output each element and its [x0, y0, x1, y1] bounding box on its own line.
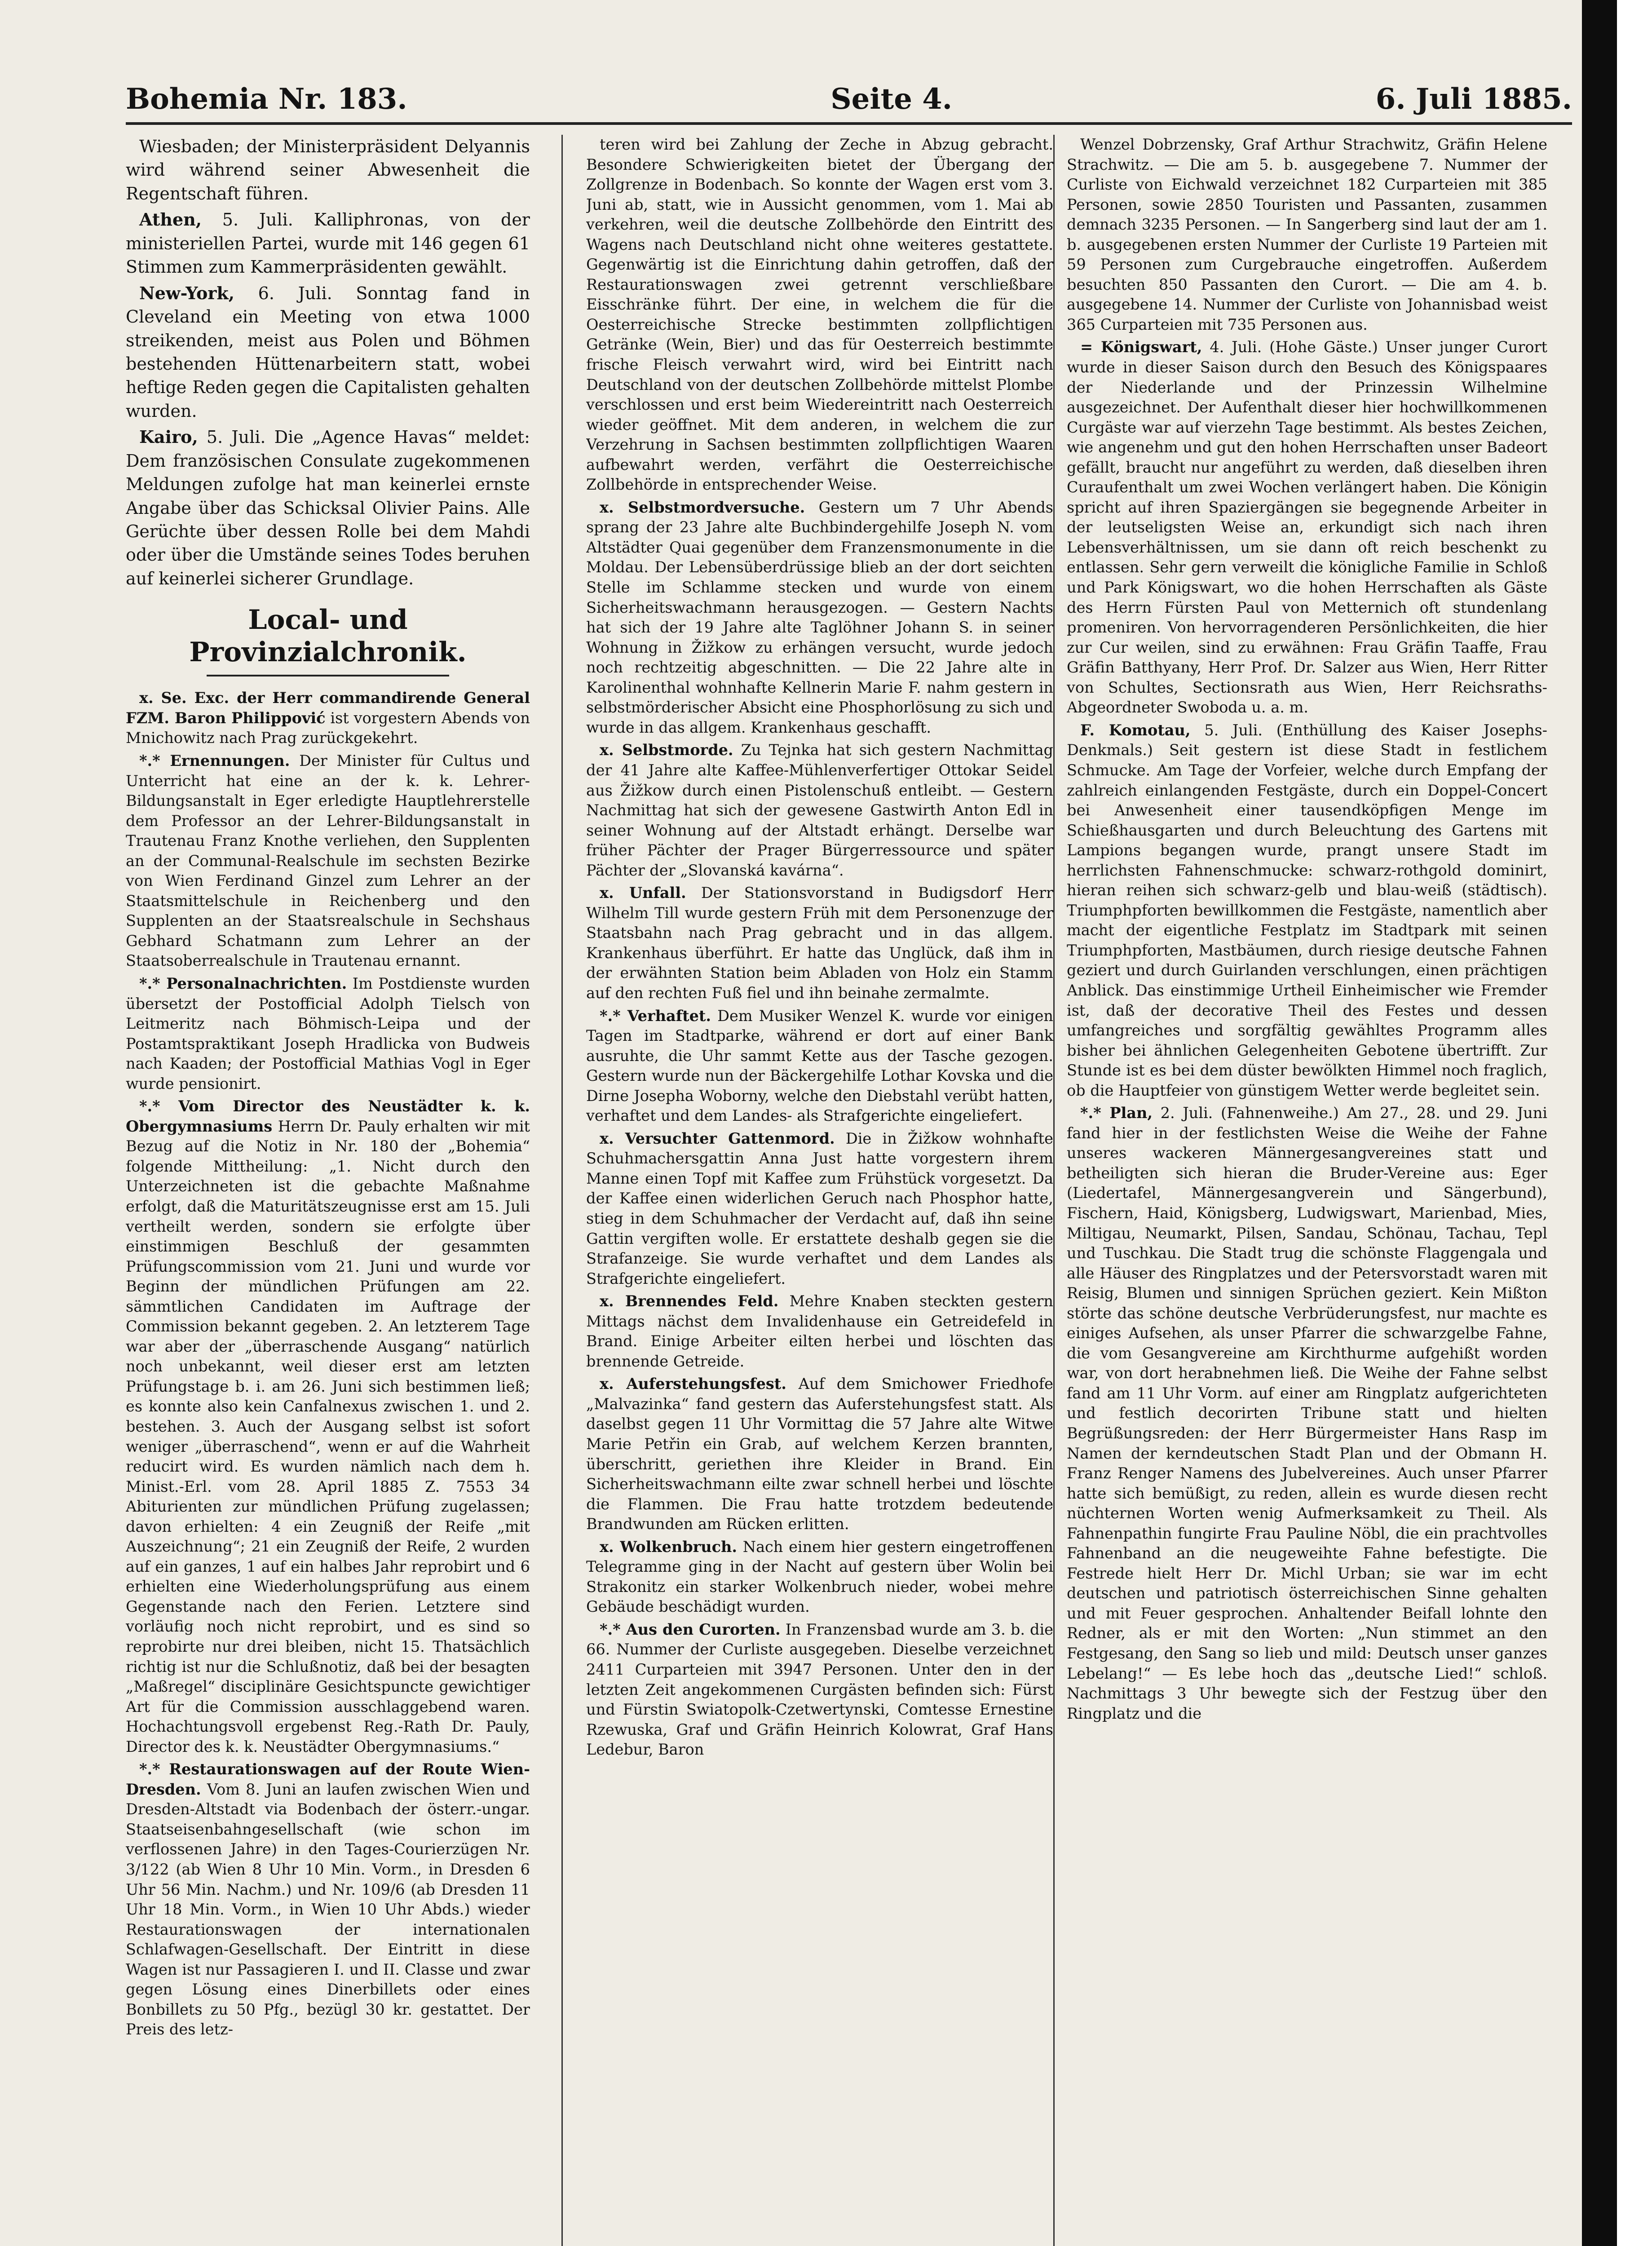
- article-text: Im Postdienste wurden übersetzt der Postofficial Adolph Tielsch von Leitmeritz nach Böhmisch-Leipa und der Postamtspraktikant Joseph Hradlicka von Budweis nach Kaaden; der Postofficial Mathias Vogl in Eger wurde pensionirt.: [126, 974, 530, 1092]
- article-text: 6. Juli. Sonntag fand in Cleveland ein Meeting von etwa 1000 streikenden, meist aus Polen und Böhmen bestehenden Hüttenarbeitern statt, wobei heftige Reden gegen die Capitalisten gehalten wurden.: [126, 283, 530, 421]
- page-number: Seite 4.: [830, 82, 952, 116]
- article-paragraph: [126, 282, 530, 423]
- article-lead: *.* Ernennungen.: [139, 752, 290, 769]
- article-text: 5. Juli. Kalliphronas, von der ministeriellen Partei, wurde mit 146 gegen 61 Stimmen zum Kammerpräsidenten gewählt.: [126, 210, 530, 277]
- article-lead: x. Unfall.: [600, 884, 686, 902]
- issue-date: 6. Juli 1885.: [1375, 82, 1572, 116]
- article-paragraph: [126, 135, 530, 205]
- article-text: teren wird bei Zahlung der Zeche in Abzug gebracht. Besondere Schwierigkeiten bietet der Übergang der Zollgrenze in Bodenbach. So konnte der Wagen erst vom 3. Juni ab, statt, wie in Aussicht genommen, vom 1. Mai ab verkehren, weil die deutsche Zollbehörde den Eintritt des Wagens nach Deutschland nicht ohne weiteres gestattete. Gegenwärtig ist die Einrichtung dahin getroffen, daß der Restaurationswagen zwei getrennt verschließbare Eisschränke führt. Der eine, in welchem die für die Oesterreichische Strecke bestimmten zollpflichtigen Getränke (Wein, Bier) und das für Oesterreich bestimmte frische Fleisch verwahrt wird, wird bei Eintritt nach Deutschland von der deutschen Zollbehörde mittelst Plombe verschlossen und erst beim Wiedereintritt nach Oesterreich wieder geöffnet. Mit dem anderen, in welchem die zur Verzehrung in Sachsen bestimmten zollpflichtigen Waaren aufbewahrt werden, verfährt die Oesterreichische Zollbehörde in entsprechender Weise.: [586, 136, 1053, 494]
- scan-edge: [1582, 0, 1617, 2246]
- article-text: Wiesbaden; der Ministerpräsident Delyannis wird während seiner Abwesenheit die Regentschaft führen.: [126, 137, 530, 203]
- article-text: Zu Tejnka hat sich gestern Nachmittag der 41 Jahre alte Kaffee-Mühlenverfertiger Ottokar Seidel aus Žižkow durch einen Pistolenschuß entleibt. — Gestern Nachmittag hat sich der gewesene Gastwirth Anton Edl in seiner Wohnung auf der Altstadt erhängt. Derselbe war früher Pächter der Prager Bürgerressource und später Pächter der „Slovanská kavárna“.: [586, 741, 1053, 879]
- article-text: Die in Žižkow wohnhafte Schuhmachersgattin Anna Just hatte vorgestern ihrem Manne einen Topf mit Kaffee zum Frühstück vorgesetzt. Da der Kaffee einen widerlichen Geruch nach Phosphor hatte, stieg in dem Schuhmacher der Verdacht auf, daß ihn seine Gattin vergiften wolle. Er erstattete deshalb gegen sie die Strafanzeige. Sie wurde verhaftet und dem Landes als Strafgerichte eingeliefert.: [586, 1129, 1053, 1287]
- article-paragraph: [586, 1006, 1053, 1126]
- article-lead: x. Selbstmorde.: [600, 741, 733, 759]
- article-text: 5. Juli. Die „Agence Havas“ meldet: Dem französischen Consulate zugekommenen Meldungen zufolge hat man keinerlei ernste Angabe über das Schicksal Olivier Pains. Alle Gerüchte über dessen Rolle bei dem Mahdi oder über die Umstände seines Todes beruhen auf keinerlei sicherer Grundlage.: [126, 427, 530, 588]
- article-paragraph: [586, 740, 1053, 880]
- article-paragraph: [586, 1620, 1053, 1760]
- column-2: [586, 135, 1053, 2246]
- article-lead: F. Komotau,: [1080, 721, 1191, 739]
- article-paragraph: [126, 1096, 530, 1757]
- chronik-items-col2: [586, 135, 1053, 1760]
- article-text: Dem Musiker Wenzel K. wurde vor einigen Tagen im Stadtparke, während er dort auf einer Bank ausruhte, die Uhr sammt Kette aus der Tasche gezogen. Gestern wurde nun der Bäckergehilfe Lothar Kovska und die Dirne Josepha Woborny, welche den Diebstahl verübt hatten, verhaftet und dem Landes- als Strafgerichte eingeliefert.: [586, 1007, 1053, 1125]
- article-text: 4. Juli. (Hohe Gäste.) Unser junger Curort wurde in dieser Saison durch den Besuch des Königspaares der Niederlande und der Prinzessin Wilhelmine ausgezeichnet. Der Aufenthalt dieser hier hochwillkommenen Curgäste war auf vierzehn Tage bestimmt. Als bestes Zeichen, wie angenehm und gut den hohen Herrschaften unser Badeort gefällt, braucht nur angeführt zu werden, daß dieselben ihren Curaufenthalt um zwei Wochen verlängert haben. Die Königin spricht auf ihren Spaziergängen sie begegnende Arbeiter in der leutseligsten Weise an, erkundigt sich nach ihren Lebensverhältnissen, um sie dann oft reich beschenkt zu entlassen. Sehr gern verweilt die königliche Familie in Schloß und Park Königswart, wo die hohen Herrschaften als Gäste des Herrn Fürsten Paul von Metternich oft stundenlang promeniren. Von hervorragenderen Persönlichkeiten, die hier zur Cur weilen, sind zu erwähnen: Frau Gräfin Taaffe, Frau Gräfin Batthyany, Herr Prof. Dr. Salzer aus Wien, Herr Ritter von Schultes, Sectionsrath aus Wien, Herr Reichsraths-Abgeordneter Swoboda u. a. m.: [1067, 338, 1547, 716]
- article-lead: *.* Vom Director des Neustädter k. k. Obergymnasiums: [126, 1097, 530, 1135]
- article-paragraph: [126, 751, 530, 971]
- article-paragraph: [126, 1760, 530, 2040]
- header-rule: [126, 122, 1572, 125]
- paper-name: Bohemia Nr. 183.: [126, 82, 407, 116]
- article-paragraph: [1067, 135, 1547, 335]
- article-lead: = Königswart,: [1080, 338, 1202, 356]
- article-paragraph: [126, 688, 530, 748]
- article-lead: x. Se. Exc. der Herr commandirende General FZM. Baron Philippović: [126, 689, 530, 727]
- column-divider: [561, 135, 563, 2246]
- article-paragraph: [1067, 337, 1547, 717]
- article-text: ist vorgestern Abends von Mnichowitz nach Prag zurückgekehrt.: [126, 709, 530, 747]
- article-lead: *.* Aus den Curorten.: [600, 1620, 781, 1638]
- article-text: Vom 8. Juni an laufen zwischen Wien und Dresden-Altstadt via Bodenbach der österr.-ungar. Staatseisenbahngesellschaft (wie schon im verflossenen Jahre) in den Tages-Courierzügen Nr. 3/122 (ab Wien 8 Uhr 10 Min. Vorm., in Dresden 6 Uhr 56 Min. Nachm.) und Nr. 109/6 (ab Dresden 11 Uhr 18 Min. Vorm., in Wien 10 Uhr Abds.) wieder Restaurationswagen der internationalen Schlafwagen-Gesellschaft. Der Eintritt in diese Wagen ist nur Passagieren I. und II. Classe und zwar gegen Lösung eines Dinerbillets oder eines Bonbillets zu 50 Pfg., bezügl 30 kr. gestattet. Der Preis des letz-: [126, 1780, 530, 2038]
- article-paragraph: [126, 425, 530, 590]
- article-paragraph: [586, 498, 1053, 738]
- article-text: Wenzel Dobrzensky, Graf Arthur Strachwitz, Gräfin Helene Strachwitz. — Die am 5. b. ausgegebene 7. Nummer der Curliste von Eichwald verzeichnet 182 Curparteien mit 385 Personen, sowie 2850 Touristen und Passanten, zusammen demnach 3235 Personen. — In Sangerberg sind laut der am 1. b. ausgegebenen ersten Nummer der Curliste 19 Parteien mit 59 Personen zum Curgebrauche eingetroffen. Außerdem besuchten 850 Passanten den Curort. — Die am 4. b. ausgegebene 14. Nummer der Curliste von Johannisbad weist 365 Curparteien mit 735 Personen aus.: [1067, 136, 1547, 333]
- chronik-items-col1: [126, 688, 530, 2040]
- article-text: In Franzensbad wurde am 3. b. die 66. Nummer der Curliste ausgegeben. Dieselbe verzeichnet 2411 Curparteien mit 3947 Personen. Unter den in der letzten Zeit angekommenen Curgästen befinden sich: Fürst und Fürstin Swiatopolk-Czetwertynski, Comtesse Ernestine Rzewuska, Graf und Gräfin Heinrich Kolowrat, Graf Hans Ledebur, Baron: [586, 1620, 1053, 1759]
- article-paragraph: [586, 1537, 1053, 1617]
- column-1: [126, 135, 530, 2246]
- article-paragraph: [1067, 721, 1547, 1101]
- article-lead: x. Selbstmordversuche.: [600, 498, 805, 516]
- article-paragraph: [1067, 1103, 1547, 1724]
- article-text: Herrn Dr. Pauly erhalten wir mit Bezug auf die Notiz in Nr. 180 der „Bohemia“ folgende Mittheilung: „1. Nicht durch den Unterzeichneten ist die gebachte Maßnahme erfolgt, daß die Maturitätszeugnisse erst am 15. Juli vertheilt werden, sondern sie erfolgte über einstimmigen Beschluß der gesammten Prüfungscommission vom 21. Juni und wurde vor Beginn der mündlichen Prüfungen am 22. sämmtlichen Candidaten im Auftrage der Commission bekannt gegeben. 2. An letzterem Tage war aber der „überraschende Ausgang“ natürlich noch unbekannt, weil dieser erst am letzten Prüfungstage b. i. am 26. Juni sich bestimmen ließ; es konnte also kein Canfalnexus zwischen 1. und 2. bestehen. 3. Auch der Ausgang selbst ist sofort weniger „überraschend“, wenn er auf die Wahrheit reducirt wird. Es wurden nämlich nach dem h. Minist.-Erl. vom 28. April 1885 Z. 7553 34 Abiturienten zur mündlichen Prüfung zugelassen; davon erhielten: 4 ein Zeugniß der Reife „mit Auszeichnung“; 21 ein Zeugniß der Reife, 2 wurden auf ein ganzes, 1 auf ein halbes Jahr reprobirt und 6 erhielten eine Wiederholungsprüfung aus einem Gegenstande nach den Ferien. Letztere sind vorläufig noch nicht reprobirt, und es sind so reprobirte nur drei bleiben, nicht 15. Thatsächlich richtig ist nur die Schlußnotiz, daß bei der besagten „Maßregel“ disciplinäre Gesichtspuncte gewichtiger Art für die Commission ausschlaggebend waren. Hochachtungsvoll ergebenst Reg.-Rath Dr. Pauly, Director des k. k. Neustädter Obergymnasiums.“: [126, 1117, 530, 1755]
- article-lead: x. Wolkenbruch.: [600, 1538, 738, 1556]
- article-paragraph: [586, 135, 1053, 495]
- article-lead: *.* Plan,: [1080, 1104, 1153, 1122]
- article-lead: x. Brennendes Feld.: [600, 1292, 779, 1310]
- article-text: Nach einem hier gestern eingetroffenen Telegramme ging in der Nacht auf gestern über Wolin bei Strakonitz ein starker Wolkenbruch nieder, wobei mehre Gebäude beschädigt wurden.: [586, 1538, 1053, 1616]
- article-paragraph: [126, 974, 530, 1094]
- article-text: 5. Juli. (Enthüllung des Kaiser Josephs-Denkmals.) Seit gestern ist diese Stadt in festlichem Schmucke. Am Tage der Vorfeier, welche durch Empfang der zahlreich einlangenden Festgäste, durch ein Doppel-Concert bei Anwesenheit einer tausendköpfigen Menge im Schießhausgarten und durch Beleuchtung des Gartens mit Lampions begangen wurde, prangt unsere Stadt im herrlichsten Fahnenschmucke: schwarz-rothgold dominirt, hieran reihen sich schwarz-gelb und blau-weiß (städtisch). Triumphpforten bewillkommen die Festgäste, namentlich aber macht der eigentliche Festplatz im Stadtpark mit seinen Triumphpforten, Mastbäumen, durch riesige deutsche Fahnen geziert und durch Guirlanden verschlungen, einen prächtigen Anblick. Das einstimmige Urtheil Einheimischer wie Fremder ist, daß der decorative Theil des Festes und dessen umfangreiches und sorgfältig gewähltes Programm alles bisher bei ähnlichen Gelegenheiten Gebotene übertrifft. Zur Stunde ist es bei dem düster bewölkten Himmel noch fraglich, ob die Hauptfeier von günstigem Wetter werde begleitet sein.: [1067, 721, 1547, 1099]
- article-lead: Kairo,: [139, 427, 198, 447]
- article-lead: x. Versuchter Gattenmord.: [600, 1129, 835, 1147]
- article-lead: *.* Personalnachrichten.: [139, 974, 347, 992]
- article-text: Gestern um 7 Uhr Abends sprang der 23 Jahre alte Buchbindergehilfe Joseph N. vom Altstädter Quai gegenüber dem Franzensmonumente in die Moldau. Der Lebensüberdrüssige blieb an der dort seichten Stelle im Schlamme stecken und wurde von einem Sicherheitswachmann herausgezogen. — Gestern Nachts hat sich der 19 Jahre alte Taglöhner Johann S. in seiner Wohnung in Žižkow zu erhängen versucht, wurde jedoch noch rechtzeitig abgeschnitten. — Die 22 Jahre alte in Karolinenthal wohnhafte Kellnerin Marie F. nahm gestern in selbstmörderischer Absicht eine Phosphorlösung zu sich und wurde in das allgem. Krankenhaus geschafft.: [586, 498, 1053, 736]
- article-paragraph: [586, 1374, 1053, 1534]
- column-divider: [1053, 135, 1055, 2246]
- section-title: Local- und Provinzialchronik.: [189, 604, 467, 668]
- article-text: Auf dem Smichower Friedhofe „Malvazinka“ fand gestern das Auferstehungsfest statt. Als daselbst gegen 11 Uhr Vormittag die 57 Jahre alte Witwe Marie Petřin ein Grab, auf welchem Kerzen brannten, überschritt, geriethen ihre Kleider in Brand. Ein Sicherheitswachmann eilte zwar schnell herbei und löschte die Flammen. Die Frau hatte trotzdem bedeutende Brandwunden am Rücken erlitten.: [586, 1375, 1053, 1533]
- page-header: [126, 79, 1572, 119]
- section-rule: [207, 675, 449, 676]
- column-3: [1067, 135, 1547, 2246]
- article-lead: New-York,: [139, 283, 234, 303]
- article-paragraph: [586, 1291, 1053, 1371]
- chronik-items-col3: [1067, 135, 1547, 1724]
- article-lead: *.* Restaurationswagen auf der Route Wien-Dresden.: [126, 1760, 530, 1798]
- article-lead: x. Auferstehungsfest.: [600, 1375, 786, 1393]
- article-lead: Athen,: [139, 209, 202, 230]
- news-dispatches: [126, 135, 530, 590]
- article-paragraph: [126, 208, 530, 279]
- article-text: Der Minister für Cultus und Unterricht hat eine an der k. k. Lehrer-Bildungsanstalt in Eger erledigte Hauptlehrerstelle dem Professor an der Lehrer-Bildungsanstalt in Trautenau Franz Knothe verliehen, den Supplenten an der Communal-Realschule im sechsten Bezirke von Wien Ferdinand Ginzel zum Lehrer an der Staatsmittelschule in Reichenberg und den Supplenten an der Staatsrealschule in Sechshaus Gebhard Schatmann zum Lehrer an der Staatsoberrealschule in Trautenau ernannt.: [126, 752, 530, 970]
- article-paragraph: [586, 1129, 1053, 1289]
- article-lead: *.* Verhaftet.: [600, 1007, 711, 1025]
- article-text: 2. Juli. (Fahnenweihe.) Am 27., 28. und 29. Juni fand hier in der festlichsten Weise die Weihe der Fahne unseres wackeren Männergesangvereines statt und betheiligten sich hieran die Bruder-Vereine aus: Eger (Liedertafel, Männergesangverein und Sängerbund), Fischern, Haid, Königsberg, Ludwigswart, Marienbad, Mies, Miltigau, Neumarkt, Pilsen, Sandau, Schönau, Tachau, Tepl und Tuschkau. Die Stadt trug die schönste Flaggengala und alle Häuser des Ringplatzes und der Petersvorstadt waren mit Reisig, Blumen und sinnigen Sprüchen geziert. Kein Mißton störte das schöne deutsche Verbrüderungsfest, nur machte es einiges Aufsehen, als unser Pfarrer die schwarzgelbe Fahne, die vom Gesangvereine am Kirchthurme aufgehißt worden war, von dort herabnehmen ließ. Die Weihe der Fahne selbst fand am 11 Uhr Vorm. auf einer am Ringplatz aufgerichteten und festlich decorirten Tribune statt und hielten Begrüßungsreden: der Herr Bürgermeister Hans Rasp im Namen der kerndeutschen Stadt Plan und der Obmann H. Franz Renger Namens des Jubelvereines. Auch unser Pfarrer hatte sich bemüßigt, zu reden, allein es wurde diesen recht nüchternen Worten wenig Aufmerksamkeit zu Theil. Als Fahnenpathin fungirte Frau Pauline Nöbl, die ein prachtvolles Fahnenband an die neugeweihte Fahne befestigte. Die Festrede hielt Herr Dr. Michl Urban; sie war im echt deutschen und patriotisch österreichischen Sinne gehalten und mit Feuer gesprochen. Anhaltender Beifall lohnte den Redner, als er mit den Worten: „Nun stimmet an den Festgesang, den Sang so lieb und mild: Deutsch unser ganzes Lebelang!“ — Es lebe hoch das „deutsche Lied!“ schloß. Nachmittags 3 Uhr bewegte sich der Festzug über den Ringplatz und die: [1067, 1104, 1547, 1722]
- article-paragraph: [586, 883, 1053, 1003]
- article-text: Mehre Knaben steckten gestern Mittags nächst dem Invalidenhause ein Getreidefeld in Brand. Einige Arbeiter eilten herbei und löschten das brennende Getreide.: [586, 1292, 1053, 1370]
- article-text: Der Stationsvorstand in Budigsdorf Herr Wilhelm Till wurde gestern Früh mit dem Personenzuge der Staatsbahn nach Prag gebracht und in das allgem. Krankenhaus überführt. Er hatte das Unglück, daß ihm in der erwähnten Station beim Abladen von Holz ein Stamm auf den rechten Fuß fiel und ihn beinahe zermalmte.: [586, 884, 1053, 1002]
